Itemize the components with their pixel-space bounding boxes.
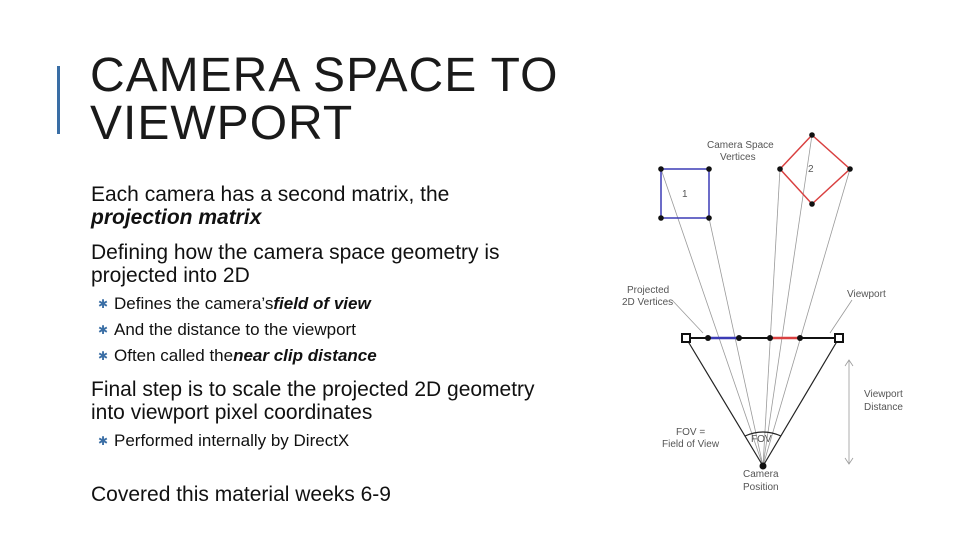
label-viewport-distance-1: Viewport <box>864 389 903 400</box>
bullet-text: Defines the camera’s <box>114 294 274 313</box>
label-camera-1: Camera <box>743 469 779 480</box>
title-accent-bar <box>57 66 60 134</box>
bullet-item <box>98 343 377 369</box>
paragraph-covered <box>91 483 391 506</box>
label-box-2: 2 <box>808 164 814 175</box>
paragraph-2-line-1: Defining how the camera space geometry is <box>91 241 500 264</box>
label-viewport-distance-2: Distance <box>864 402 903 413</box>
bullet-text: Often called the <box>114 346 234 365</box>
label-camera-space-1: Camera Space <box>707 140 774 151</box>
bullet-list-directx <box>98 428 349 454</box>
asterisk-bullet-icon: ✱ <box>98 349 109 363</box>
square-2-vertices <box>777 132 853 207</box>
bullet-text: And the distance to the viewport <box>114 320 356 339</box>
bullet-emphasis: near clip distance <box>233 346 377 365</box>
label-fov-1: FOV = <box>676 427 706 438</box>
paragraph-scale <box>91 378 535 424</box>
label-projected-1: Projected <box>627 285 670 296</box>
slide-title-line-2: VIEWPORT <box>90 97 354 150</box>
paragraph-1-text: Each camera has a second matrix, the <box>91 183 450 206</box>
label-fov-short: FOV <box>751 434 772 445</box>
paragraph-3-line-2: into viewport pixel coordinates <box>91 401 373 424</box>
label-projected-2: 2D Vertices <box>622 297 674 308</box>
paragraph-2-line-2: projected into 2D <box>91 264 250 287</box>
slide-title-line-1: CAMERA SPACE TO <box>90 49 559 102</box>
slide-title <box>90 49 559 150</box>
label-box-1: 1 <box>682 189 688 200</box>
label-viewport: Viewport <box>847 289 886 300</box>
bullet-item <box>98 291 377 317</box>
projection-diagram <box>600 125 930 505</box>
viewport-end-left <box>682 334 690 342</box>
label-camera-space-2: Vertices <box>720 152 756 163</box>
projection-rays <box>661 135 850 466</box>
asterisk-bullet-icon: ✱ <box>98 434 109 448</box>
paragraph-projection-matrix <box>91 183 449 229</box>
bullet-item <box>98 317 377 343</box>
viewport-end-right <box>835 334 843 342</box>
bullet-text: Performed internally by DirectX <box>114 431 350 450</box>
bullet-item <box>98 428 349 454</box>
bullet-list-fov <box>98 291 377 369</box>
camera-space-square-2 <box>780 135 850 204</box>
paragraph-defining <box>91 241 500 287</box>
bullet-emphasis: field of view <box>273 294 371 313</box>
label-fov-2: Field of View <box>662 439 720 450</box>
asterisk-bullet-icon: ✱ <box>98 297 109 311</box>
paragraph-3-line-1: Final step is to scale the projected 2D geometry <box>91 378 535 401</box>
label-camera-2: Position <box>743 482 779 493</box>
asterisk-bullet-icon: ✱ <box>98 323 109 337</box>
paragraph-4-text: Covered this material weeks 6-9 <box>91 483 391 506</box>
paragraph-1-emphasis: projection matrix <box>91 206 262 229</box>
